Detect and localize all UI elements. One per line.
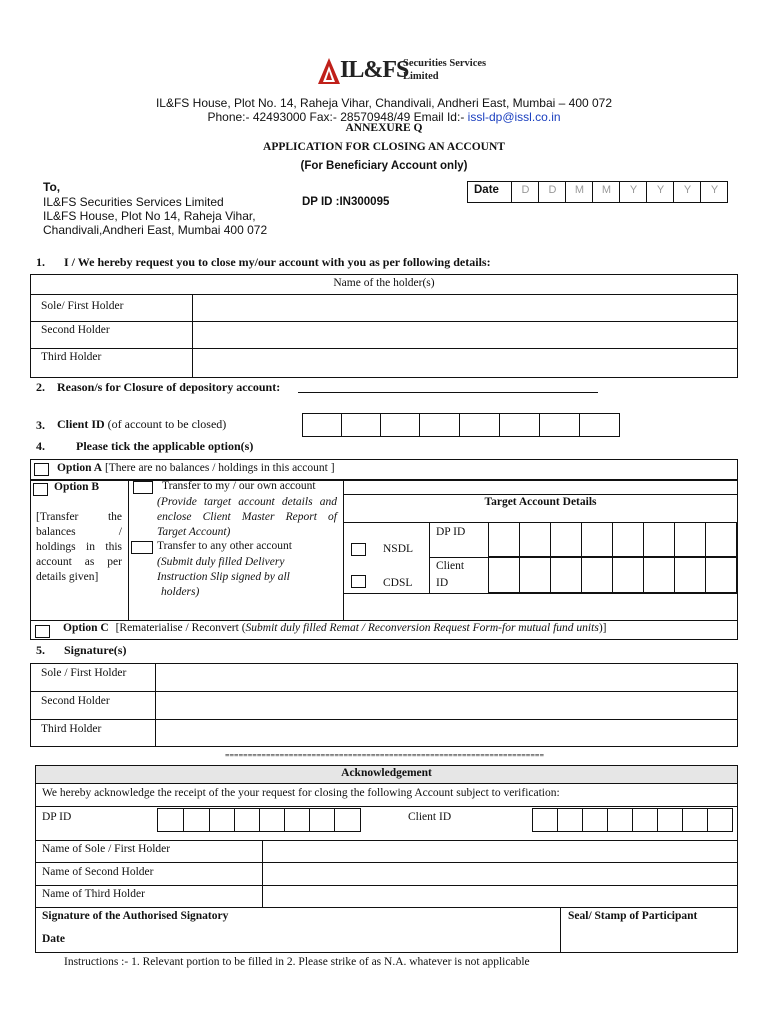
target-client-id-digit-cell[interactable] xyxy=(643,557,675,593)
option-c-close: )] xyxy=(598,622,607,634)
ack-date-label: Date xyxy=(42,933,65,945)
holder-row-label: Sole/ First Holder xyxy=(41,300,124,312)
client-id-digit-cell[interactable] xyxy=(459,413,500,437)
target-dp-id-digit-cell[interactable] xyxy=(519,522,551,557)
date-placeholder: Y xyxy=(683,184,692,196)
date-digit-cell[interactable] xyxy=(646,181,674,203)
target-dp-id-digit-cell[interactable] xyxy=(705,522,737,557)
cdsl-label: CDSL xyxy=(383,577,413,589)
date-placeholder: Y xyxy=(710,184,719,196)
ack-client-id-digit-cell[interactable] xyxy=(582,808,608,832)
client-id-digit-cell[interactable] xyxy=(539,413,580,437)
own-account-note xyxy=(157,495,337,540)
first-holder-signature[interactable] xyxy=(156,664,737,691)
target-dp-id-digit-cell[interactable] xyxy=(581,522,613,557)
target-client-id-digit-cell[interactable] xyxy=(612,557,644,593)
client-id-digit-cell[interactable] xyxy=(341,413,381,437)
target-account-title: Target Account Details xyxy=(484,496,597,508)
option-a-checkbox[interactable] xyxy=(34,463,49,476)
date-digit-cell[interactable] xyxy=(673,181,701,203)
date-placeholder: M xyxy=(574,184,585,196)
cdsl-checkbox[interactable] xyxy=(351,575,366,588)
authorised-signatory-label: Signature of the Authorised Signatory xyxy=(42,910,229,922)
client-id-digit-cell[interactable] xyxy=(419,413,460,437)
date-digit-cell[interactable] xyxy=(538,181,566,203)
target-client-id-digit-cell[interactable] xyxy=(488,557,520,593)
target-dp-id-digit-cell[interactable] xyxy=(488,522,520,557)
option-b-label: Option B xyxy=(54,481,100,493)
target-client-id-digit-cell[interactable] xyxy=(519,557,551,593)
section-3-number: 3. xyxy=(36,418,45,432)
own-account-note-line: Target Account) xyxy=(157,526,231,538)
own-account-label: Transfer to my / our own account xyxy=(162,480,316,492)
own-account-note-line: (Provide target account details and xyxy=(157,496,337,508)
ack-dp-id-digit-cell[interactable] xyxy=(157,808,184,832)
seal-stamp-label: Seal/ Stamp of Participant xyxy=(568,910,698,922)
acknowledgement-text: We hereby acknowledge the receipt of the your request for closing the following Account subject to verification: xyxy=(42,787,560,799)
option-c-label: Option C xyxy=(63,622,109,634)
target-dp-id-digit-cell[interactable] xyxy=(612,522,644,557)
ack-client-id-digit-cell[interactable] xyxy=(632,808,658,832)
client-id-note: (of account to be closed) xyxy=(107,417,227,431)
option-b-line: balances / xyxy=(36,526,122,538)
option-a-text xyxy=(57,462,335,474)
client-id-digit-cell[interactable] xyxy=(579,413,620,437)
acknowledgement-title: Acknowledgement xyxy=(341,767,432,779)
section-4-number: 4. xyxy=(36,439,45,453)
date-placeholder: D xyxy=(521,184,530,196)
first-holder-input[interactable] xyxy=(193,295,737,321)
ack-dp-id-digit-cell[interactable] xyxy=(309,808,335,832)
own-account-checkbox[interactable] xyxy=(133,481,153,494)
date-digit-cell[interactable] xyxy=(565,181,593,203)
date-placeholder: Y xyxy=(629,184,638,196)
section-5-number: 5. xyxy=(36,643,45,657)
logo-subtext-1: Securities Services xyxy=(403,58,487,69)
date-label: Date xyxy=(474,184,499,196)
form-subtitle: (For Beneficiary Account only) xyxy=(300,160,468,172)
ack-client-id-digit-cell[interactable] xyxy=(657,808,683,832)
logo-mark-icon xyxy=(318,58,340,84)
option-c-description: [Rematerialise / Reconvert ( xyxy=(115,622,246,634)
ack-third-holder-input[interactable] xyxy=(263,886,737,907)
date-digit-cell[interactable] xyxy=(619,181,647,203)
client-id-label xyxy=(57,417,226,432)
ack-client-id-digit-cell[interactable] xyxy=(607,808,633,832)
date-digit-cell[interactable] xyxy=(700,181,728,203)
ack-client-id-digit-cell[interactable] xyxy=(557,808,583,832)
ack-dp-id-label: DP ID xyxy=(42,811,72,823)
to-label: To, xyxy=(43,180,61,194)
other-account-note xyxy=(157,555,337,600)
other-account-checkbox[interactable] xyxy=(131,541,153,554)
logo-subtext-2: Limited xyxy=(403,71,439,82)
company-logo xyxy=(318,56,487,88)
signature-row-label: Second Holder xyxy=(41,695,110,707)
option-a-description: [There are no balances / holdings in this account ] xyxy=(104,462,335,474)
ack-dp-id-digit-cell[interactable] xyxy=(259,808,285,832)
other-account-note-line: (Submit duly filled Delivery xyxy=(157,556,285,568)
instructions-text: Instructions :- 1. Relevant portion to be filled in 2. Please strike of as N.A. whatever is not applicable xyxy=(64,956,530,968)
other-account-label: Transfer to any other account xyxy=(157,540,292,552)
other-account-note-line: holders) xyxy=(161,586,200,598)
cut-divider: = = = = = = = = = = = = = = = = = = = = = = = = = = = = = = = = = = = = = = = = = = = = = = = = = = = = = = = = = = = = = = = = = = = = = = xyxy=(224,751,544,760)
date-placeholder: D xyxy=(548,184,557,196)
section-2-number: 2. xyxy=(36,380,45,394)
option-b-line: account as per xyxy=(36,556,122,568)
option-c-text xyxy=(63,622,606,634)
ack-dp-id-digit-cell[interactable] xyxy=(183,808,210,832)
target-dp-id-digit-cell[interactable] xyxy=(550,522,582,557)
section-1-text: I / We hereby request you to close my/our account with you as per following details: xyxy=(64,255,491,269)
addressee-line-3: Chandivali,Andheri East, Mumbai 400 072 xyxy=(43,223,268,237)
holder-row-label: Second Holder xyxy=(41,324,110,336)
phone-fax-text: Phone:- 42493000 Fax:- 28570948/49 Email Id:- xyxy=(207,110,465,124)
target-client-id-digit-cell[interactable] xyxy=(581,557,613,593)
ack-dp-id-digit-cell[interactable] xyxy=(234,808,260,832)
second-holder-signature[interactable] xyxy=(156,692,737,719)
date-placeholder: M xyxy=(601,184,612,196)
client-id-digit-cell[interactable] xyxy=(380,413,420,437)
holder-row-label: Third Holder xyxy=(41,351,102,363)
dp-id-label: DP ID :IN300095 xyxy=(302,196,390,208)
option-c-note: Submit duly filled Remat / Reconversion Request Form-for mutual fund units xyxy=(245,622,599,634)
signature-row-label: Third Holder xyxy=(41,723,102,735)
target-dp-id-label: DP ID xyxy=(436,526,466,538)
addressee-line-2: IL&FS House, Plot No 14, Raheja Vihar, xyxy=(43,209,256,223)
option-b-line: holdings in this xyxy=(36,541,122,553)
other-account-note-line: Instruction Slip signed by all xyxy=(157,571,290,583)
own-account-note-line: enclose Client Master Report of xyxy=(157,511,337,523)
addressee-line-1: IL&FS Securities Services Limited xyxy=(43,195,224,209)
tick-options-label: Please tick the applicable option(s) xyxy=(76,439,254,453)
form-title: APPLICATION FOR CLOSING AN ACCOUNT xyxy=(263,141,505,153)
ack-client-id-digit-cell[interactable] xyxy=(682,808,708,832)
client-id-digit-cell[interactable] xyxy=(499,413,540,437)
target-dp-id-digit-cell[interactable] xyxy=(674,522,706,557)
target-id-label: ID xyxy=(436,577,449,589)
signature-row-label: Sole / First Holder xyxy=(41,667,127,679)
third-holder-input[interactable] xyxy=(193,349,737,377)
holder-names-header: Name of the holder(s) xyxy=(333,277,435,289)
option-b-checkbox[interactable] xyxy=(33,483,48,496)
date-placeholder: Y xyxy=(656,184,665,196)
ack-holder-label: Name of Third Holder xyxy=(42,888,145,900)
date-digit-cell[interactable] xyxy=(511,181,539,203)
ack-client-id-digit-cell[interactable] xyxy=(707,808,733,832)
client-id-label-text: Client ID xyxy=(57,417,105,431)
nsdl-label: NSDL xyxy=(383,543,414,555)
signatures-label: Signature(s) xyxy=(64,643,127,657)
company-address: IL&FS House, Plot No. 14, Raheja Vihar, Chandivali, Andheri East, Mumbai – 400 072 xyxy=(155,96,613,110)
second-holder-input[interactable] xyxy=(193,322,737,348)
option-b-description xyxy=(36,510,122,585)
target-dp-id-digit-cell[interactable] xyxy=(643,522,675,557)
option-c-checkbox[interactable] xyxy=(35,625,50,638)
client-id-digit-cell[interactable] xyxy=(302,413,342,437)
option-b-line: [Transfer the xyxy=(36,511,122,523)
ack-dp-id-digit-cell[interactable] xyxy=(209,808,235,832)
annexure-label: ANNEXURE Q xyxy=(345,122,423,134)
date-digit-cell[interactable] xyxy=(592,181,620,203)
ack-first-holder-input[interactable] xyxy=(263,841,737,862)
reason-label: Reason/s for Closure of depository account: xyxy=(57,380,281,394)
ack-client-id-digit-cell[interactable] xyxy=(532,808,558,832)
target-client-id-digit-cell[interactable] xyxy=(550,557,582,593)
ack-second-holder-input[interactable] xyxy=(263,863,737,885)
third-holder-signature[interactable] xyxy=(156,720,737,746)
ack-holder-label: Name of Sole / First Holder xyxy=(42,843,171,855)
ack-client-id-label: Client ID xyxy=(408,811,452,823)
target-client-label: Client xyxy=(436,560,465,572)
ack-dp-id-digit-cell[interactable] xyxy=(284,808,310,832)
reason-input[interactable] xyxy=(298,380,598,393)
email-link[interactable]: issl-dp@issl.co.in xyxy=(467,110,561,124)
ack-holder-label: Name of Second Holder xyxy=(42,866,154,878)
target-client-id-digit-cell[interactable] xyxy=(674,557,706,593)
logo-text: IL&FS xyxy=(340,57,409,83)
section-1-number: 1. xyxy=(36,255,45,269)
option-b-line: details given] xyxy=(36,571,99,583)
ack-dp-id-digit-cell[interactable] xyxy=(334,808,361,832)
option-a-label: Option A xyxy=(57,462,103,474)
target-client-id-digit-cell[interactable] xyxy=(705,557,737,593)
nsdl-checkbox[interactable] xyxy=(351,543,366,556)
